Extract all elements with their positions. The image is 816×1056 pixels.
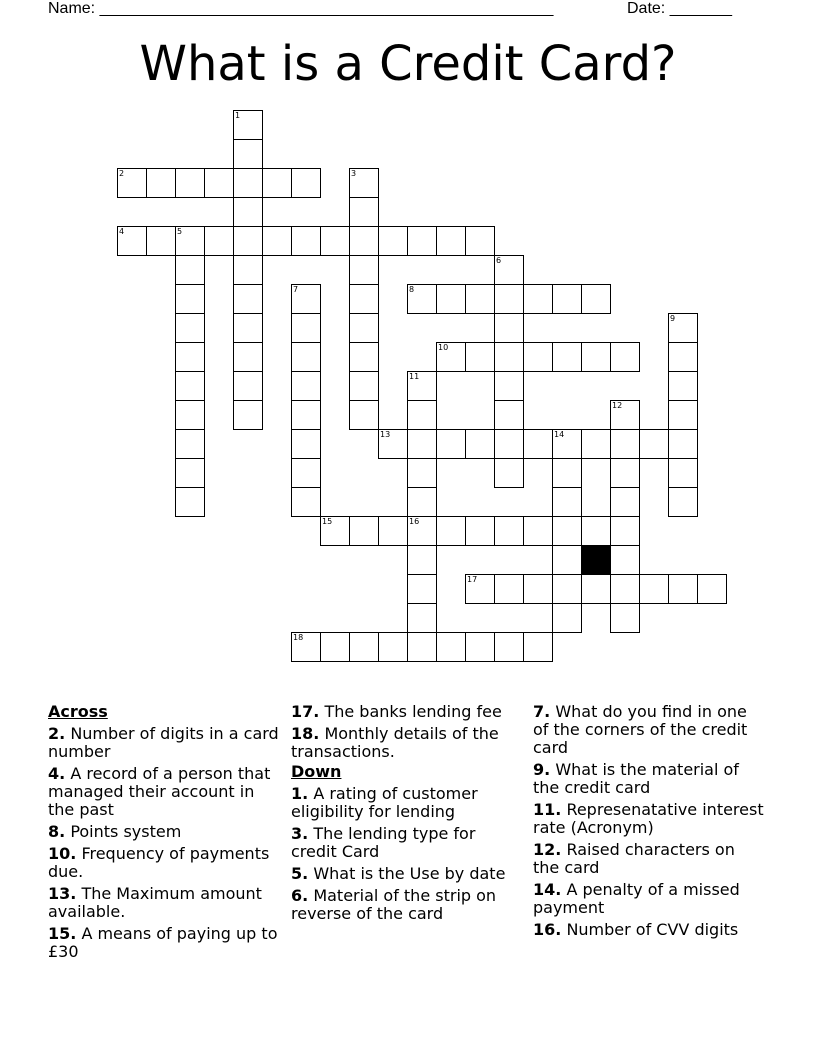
grid-cell[interactable]: [349, 400, 379, 430]
clue-across-17: [291, 703, 523, 721]
clue-down-1: [291, 785, 523, 821]
clue-down-16: [533, 921, 765, 939]
grid-cell[interactable]: [436, 342, 466, 372]
grid-cell[interactable]: [291, 284, 321, 314]
grid-cell[interactable]: [436, 226, 466, 256]
cell-number: 13: [380, 430, 391, 439]
cell-number: 12: [612, 401, 623, 410]
grid-cell[interactable]: [175, 487, 205, 517]
grid-cell[interactable]: [523, 429, 553, 459]
grid-cell[interactable]: [291, 458, 321, 488]
grid-cell[interactable]: [523, 516, 553, 546]
cell-number: 9: [670, 314, 676, 323]
grid-cell[interactable]: [378, 516, 408, 546]
grid-cell[interactable]: [523, 284, 553, 314]
clue-text: Frequency of payments due.: [48, 844, 270, 881]
clue-number: 9.: [533, 760, 551, 779]
grid-cell[interactable]: [494, 516, 524, 546]
clue-text: Raised characters on the card: [533, 840, 735, 877]
grid-cell[interactable]: [552, 458, 582, 488]
cell-number: 16: [409, 517, 420, 526]
clue-number: 2.: [48, 724, 66, 743]
grid-cell[interactable]: [494, 255, 524, 285]
grid-cell[interactable]: [175, 429, 205, 459]
down-heading: Down: [291, 762, 342, 781]
grid-cell[interactable]: [233, 284, 263, 314]
clue-number: 11.: [533, 800, 562, 819]
grid-cell[interactable]: [697, 574, 727, 604]
grid-cell[interactable]: [407, 429, 437, 459]
grid-cell[interactable]: [175, 255, 205, 285]
grid-cell[interactable]: [349, 313, 379, 343]
grid-cell[interactable]: [349, 168, 379, 198]
clue-across-18: [291, 725, 523, 761]
grid-cell[interactable]: [494, 574, 524, 604]
grid-cell[interactable]: [465, 284, 495, 314]
grid-cell[interactable]: [349, 197, 379, 227]
grid-cell[interactable]: [610, 458, 640, 488]
grid-cell[interactable]: [668, 400, 698, 430]
clue-text: A record of a person that managed their account in the past: [48, 764, 271, 819]
grid-cell[interactable]: [291, 342, 321, 372]
grid-cell[interactable]: [378, 226, 408, 256]
grid-cell[interactable]: [117, 168, 147, 198]
black-cell: [581, 545, 611, 575]
grid-cell[interactable]: [349, 516, 379, 546]
grid-cell[interactable]: [523, 574, 553, 604]
grid-cell[interactable]: [233, 110, 263, 140]
grid-cell[interactable]: [291, 226, 321, 256]
grid-cell[interactable]: [233, 342, 263, 372]
grid-cell[interactable]: [436, 516, 466, 546]
grid-cell[interactable]: [175, 313, 205, 343]
clue-down-14: [533, 881, 765, 917]
grid-cell[interactable]: [436, 632, 466, 662]
grid-cell[interactable]: [146, 226, 176, 256]
page-title: What is a Credit Card?: [139, 36, 677, 92]
grid-cell[interactable]: [610, 342, 640, 372]
grid-cell[interactable]: [407, 487, 437, 517]
grid-cell[interactable]: [639, 429, 669, 459]
grid-cell[interactable]: [349, 226, 379, 256]
grid-cell[interactable]: [262, 226, 292, 256]
clue-down-5: [291, 865, 523, 883]
grid-cell[interactable]: [552, 516, 582, 546]
date-field: Date: _______: [627, 0, 732, 17]
cell-number: 10: [438, 343, 449, 352]
grid-cell[interactable]: [407, 545, 437, 575]
clue-number: 1.: [291, 784, 309, 803]
grid-cell[interactable]: [291, 487, 321, 517]
clue-number: 18.: [291, 724, 320, 743]
grid-cell[interactable]: [552, 545, 582, 575]
clue-number: 15.: [48, 924, 77, 943]
grid-cell[interactable]: [668, 313, 698, 343]
grid-cell[interactable]: [233, 313, 263, 343]
grid-cell[interactable]: [233, 400, 263, 430]
grid-cell[interactable]: [465, 429, 495, 459]
cell-number: 7: [293, 285, 299, 294]
clue-number: 4.: [48, 764, 66, 783]
clue-down-9: [533, 761, 765, 797]
grid-cell[interactable]: [494, 284, 524, 314]
grid-cell[interactable]: [552, 603, 582, 633]
clue-column-1: [48, 701, 280, 961]
grid-cell[interactable]: [349, 284, 379, 314]
grid-cell[interactable]: [320, 632, 350, 662]
cell-number: 11: [409, 372, 420, 381]
grid-cell[interactable]: [552, 284, 582, 314]
grid-cell[interactable]: [291, 632, 321, 662]
grid-cell[interactable]: [233, 371, 263, 401]
grid-cell[interactable]: [291, 429, 321, 459]
grid-cell[interactable]: [291, 313, 321, 343]
clue-across-13: [48, 885, 280, 921]
grid-cell[interactable]: [175, 458, 205, 488]
grid-cell[interactable]: [233, 197, 263, 227]
cell-number: 15: [322, 517, 333, 526]
across-heading: Across: [48, 702, 108, 721]
grid-cell[interactable]: [320, 516, 350, 546]
cell-number: 17: [467, 575, 478, 584]
grid-cell[interactable]: [465, 516, 495, 546]
grid-cell[interactable]: [407, 371, 437, 401]
clue-text: A penalty of a missed payment: [533, 880, 740, 917]
grid-cell[interactable]: [552, 574, 582, 604]
grid-cell[interactable]: [494, 632, 524, 662]
clue-down-3: [291, 825, 523, 861]
cell-number: 4: [119, 227, 125, 236]
clue-down-12: [533, 841, 765, 877]
grid-cell[interactable]: [610, 603, 640, 633]
name-field: Name: ___________________________________________________: [48, 0, 554, 17]
grid-cell[interactable]: [233, 168, 263, 198]
grid-cell[interactable]: [552, 342, 582, 372]
grid-cell[interactable]: [378, 632, 408, 662]
grid-cell[interactable]: [262, 168, 292, 198]
clue-number: 17.: [291, 702, 320, 721]
clue-number: 14.: [533, 880, 562, 899]
clue-number: 12.: [533, 840, 562, 859]
grid-cell[interactable]: [668, 371, 698, 401]
grid-cell[interactable]: [494, 400, 524, 430]
grid-cell[interactable]: [349, 632, 379, 662]
grid-cell[interactable]: [668, 342, 698, 372]
clue-text: A means of paying up to £30: [48, 924, 278, 961]
clue-text: Number of CVV digits: [566, 920, 739, 939]
grid-cell[interactable]: [407, 400, 437, 430]
grid-cell[interactable]: [610, 574, 640, 604]
grid-cell[interactable]: [291, 400, 321, 430]
grid-cell[interactable]: [581, 284, 611, 314]
grid-cell[interactable]: [610, 400, 640, 430]
clue-text: What do you find in one of the corners of the credit card: [533, 702, 748, 757]
grid-cell[interactable]: [465, 342, 495, 372]
grid-cell[interactable]: [465, 226, 495, 256]
grid-cell[interactable]: [233, 226, 263, 256]
grid-cell[interactable]: [349, 255, 379, 285]
clue-text: Represenatative interest rate (Acronym): [533, 800, 764, 837]
grid-cell[interactable]: [465, 574, 495, 604]
clue-text: The Maximum amount available.: [48, 884, 262, 921]
grid-cell[interactable]: [407, 603, 437, 633]
clue-across-8: [48, 823, 280, 841]
grid-cell[interactable]: [494, 313, 524, 343]
clue-column-3: [533, 701, 765, 939]
grid-cell[interactable]: [494, 371, 524, 401]
grid-cell[interactable]: [465, 632, 495, 662]
clue-column-2: [291, 701, 523, 923]
grid-cell[interactable]: [175, 284, 205, 314]
grid-cell[interactable]: [523, 342, 553, 372]
cell-number: 18: [293, 633, 304, 642]
grid-cell[interactable]: [407, 226, 437, 256]
clue-number: 5.: [291, 864, 309, 883]
grid-cell[interactable]: [320, 226, 350, 256]
clue-number: 3.: [291, 824, 309, 843]
clue-number: 7.: [533, 702, 551, 721]
grid-cell[interactable]: [175, 371, 205, 401]
grid-cell[interactable]: [349, 342, 379, 372]
grid-cell[interactable]: [494, 429, 524, 459]
grid-cell[interactable]: [291, 371, 321, 401]
clue-text: Number of digits in a card number: [48, 724, 279, 761]
clue-number: 8.: [48, 822, 66, 841]
grid-cell[interactable]: [378, 429, 408, 459]
clue-across-10: [48, 845, 280, 881]
grid-cell[interactable]: [552, 487, 582, 517]
grid-cell[interactable]: [146, 168, 176, 198]
cell-number: 3: [351, 169, 357, 178]
grid-cell[interactable]: [175, 226, 205, 256]
grid-cell[interactable]: [668, 458, 698, 488]
clue-text: What is the Use by date: [313, 864, 506, 883]
grid-cell[interactable]: [494, 458, 524, 488]
cell-number: 5: [177, 227, 183, 236]
clue-text: What is the material of the credit card: [533, 760, 739, 797]
clue-text: The lending type for credit Card: [291, 824, 476, 861]
clue-across-15: [48, 925, 280, 961]
clue-text: A rating of customer eligibility for lending: [291, 784, 478, 821]
grid-cell[interactable]: [668, 574, 698, 604]
grid-cell[interactable]: [668, 487, 698, 517]
clue-number: 13.: [48, 884, 77, 903]
grid-cell[interactable]: [523, 632, 553, 662]
grid-cell[interactable]: [407, 632, 437, 662]
grid-cell[interactable]: [610, 429, 640, 459]
grid-cell[interactable]: [610, 487, 640, 517]
grid-cell[interactable]: [175, 400, 205, 430]
grid-cell[interactable]: [581, 342, 611, 372]
clue-across-4: [48, 765, 280, 819]
grid-cell[interactable]: [436, 429, 466, 459]
grid-cell[interactable]: [668, 429, 698, 459]
grid-cell[interactable]: [407, 574, 437, 604]
grid-cell[interactable]: [407, 458, 437, 488]
clue-number: 10.: [48, 844, 77, 863]
grid-cell[interactable]: [494, 342, 524, 372]
clue-across-2: [48, 725, 280, 761]
clue-down-11: [533, 801, 765, 837]
grid-cell[interactable]: [581, 516, 611, 546]
grid-cell[interactable]: [204, 168, 234, 198]
grid-cell[interactable]: [610, 516, 640, 546]
grid-cell[interactable]: [175, 168, 205, 198]
clue-down-7: [533, 703, 765, 757]
clue-down-6: [291, 887, 523, 923]
clue-text: Monthly details of the transactions.: [291, 724, 499, 761]
cell-number: 1: [235, 111, 241, 120]
clue-number: 16.: [533, 920, 562, 939]
grid-cell[interactable]: [407, 516, 437, 546]
cell-number: 8: [409, 285, 415, 294]
grid-cell[interactable]: [117, 226, 147, 256]
grid-cell[interactable]: [581, 429, 611, 459]
grid-cell[interactable]: [610, 545, 640, 575]
clue-text: The banks lending fee: [324, 702, 502, 721]
cell-number: 14: [554, 430, 565, 439]
grid-cell[interactable]: [233, 139, 263, 169]
grid-cell[interactable]: [204, 226, 234, 256]
grid-cell[interactable]: [407, 284, 437, 314]
grid-cell[interactable]: [436, 284, 466, 314]
grid-cell[interactable]: [175, 342, 205, 372]
grid-cell[interactable]: [552, 429, 582, 459]
cell-number: 2: [119, 169, 125, 178]
grid-cell[interactable]: [349, 371, 379, 401]
grid-cell[interactable]: [233, 255, 263, 285]
grid-cell[interactable]: [639, 574, 669, 604]
cell-number: 6: [496, 256, 502, 265]
clue-text: Material of the strip on reverse of the card: [291, 886, 497, 923]
clue-number: 6.: [291, 886, 309, 905]
clue-text: Points system: [70, 822, 182, 841]
grid-cell[interactable]: [581, 574, 611, 604]
grid-cell[interactable]: [291, 168, 321, 198]
